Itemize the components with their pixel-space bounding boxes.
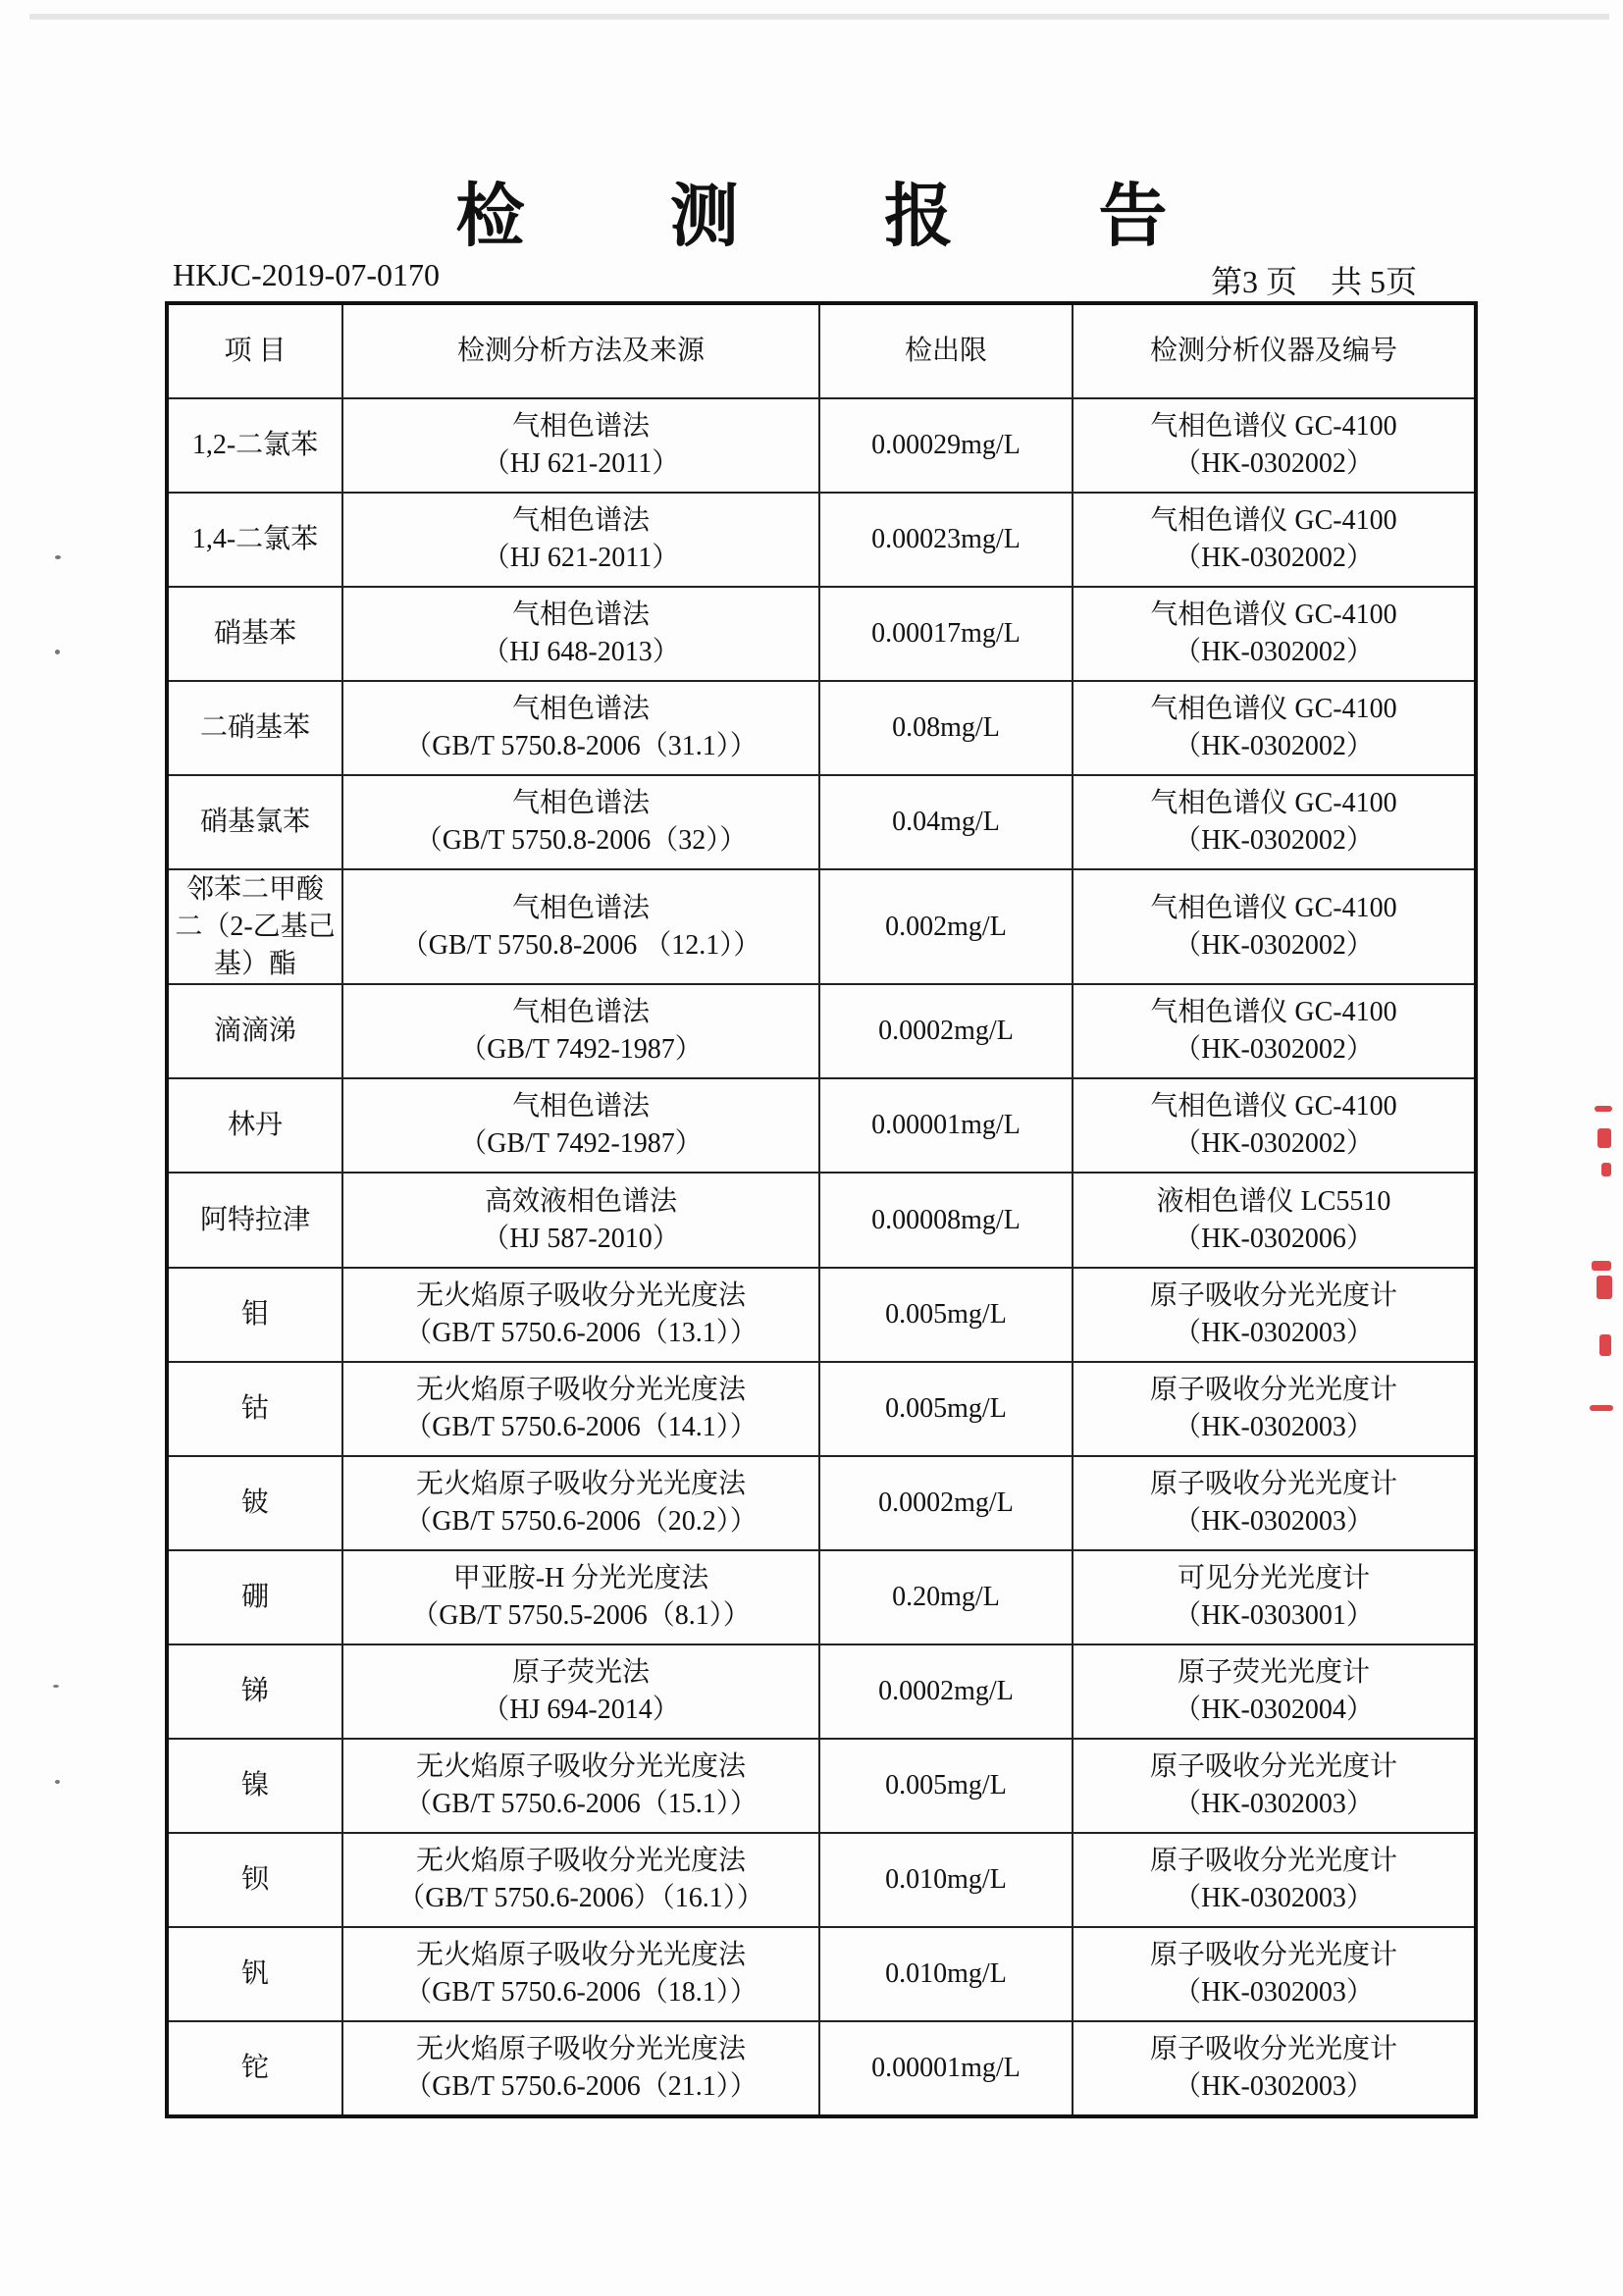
instrument-name: 原子吸收分光光度计 bbox=[1149, 1279, 1397, 1311]
table-row bbox=[167, 1739, 1476, 1833]
item-name: 硝基苯 bbox=[213, 618, 296, 650]
method-name: 无火焰原子吸收分光光度法 bbox=[415, 2033, 746, 2064]
cell-item bbox=[167, 869, 342, 984]
detection-limit-value: 0.00001mg/L bbox=[871, 1110, 1021, 1141]
scan-speck bbox=[55, 1780, 60, 1784]
detection-limit-value: 0.00017mg/L bbox=[871, 618, 1021, 650]
instrument-name: 原子吸收分光光度计 bbox=[1149, 1939, 1397, 1970]
cell-instrument bbox=[1073, 1833, 1476, 1927]
method-reference: （GB/T 5750.6-2006（18.1）） bbox=[404, 1976, 758, 2008]
cell-method bbox=[342, 1550, 819, 1644]
table-row bbox=[167, 869, 1476, 984]
cell-method bbox=[342, 1173, 819, 1267]
instrument-name: 气相色谱仪 GC-4100 bbox=[1150, 505, 1397, 537]
instrument-name: 气相色谱仪 GC-4100 bbox=[1150, 997, 1397, 1028]
item-name: 1,2-二氯苯 bbox=[191, 430, 319, 461]
instrument-name: 气相色谱仪 GC-4100 bbox=[1150, 788, 1397, 819]
header-detection-limit: 检出限 bbox=[819, 303, 1073, 398]
item-name: 钒 bbox=[240, 1957, 269, 1989]
cell-instrument bbox=[1073, 1173, 1476, 1267]
method-reference: （HJ 621-2011） bbox=[482, 543, 680, 574]
method-reference: （HJ 587-2010） bbox=[482, 1223, 680, 1254]
instrument-id: （HK-0302002） bbox=[1174, 448, 1374, 480]
table-row bbox=[167, 398, 1476, 493]
instrument-id: （HK-0302003） bbox=[1174, 1317, 1374, 1348]
detection-limit-value: 0.005mg/L bbox=[885, 1392, 1007, 1424]
seal-mark bbox=[1599, 1334, 1611, 1356]
detection-limit-value: 0.010mg/L bbox=[885, 1957, 1007, 1989]
table-row bbox=[167, 681, 1476, 775]
seal-mark bbox=[1595, 1106, 1612, 1112]
cell-detection-limit bbox=[819, 587, 1073, 681]
detection-limit-value: 0.0002mg/L bbox=[878, 1675, 1014, 1706]
cell-detection-limit bbox=[819, 1739, 1073, 1833]
scan-top-edge bbox=[29, 14, 1609, 20]
table-row bbox=[167, 1362, 1476, 1456]
cell-method bbox=[342, 1078, 819, 1173]
page-current: 第3 页 bbox=[1211, 264, 1298, 299]
detection-limit-value: 0.20mg/L bbox=[892, 1581, 1000, 1612]
cell-instrument bbox=[1073, 984, 1476, 1078]
cell-detection-limit bbox=[819, 775, 1073, 869]
seal-mark bbox=[1597, 1128, 1611, 1148]
cell-method bbox=[342, 1833, 819, 1927]
cell-detection-limit bbox=[819, 493, 1073, 587]
cell-method bbox=[342, 984, 819, 1078]
method-name: 气相色谱法 bbox=[511, 1091, 650, 1122]
method-name: 无火焰原子吸收分光光度法 bbox=[415, 1939, 746, 1970]
cell-item bbox=[167, 1173, 342, 1267]
table-header-row bbox=[167, 303, 1476, 398]
scan-speck bbox=[55, 650, 60, 654]
item-name: 二硝基苯 bbox=[199, 712, 310, 744]
method-reference: （GB/T 5750.6-2006）（16.1）） bbox=[397, 1882, 764, 1913]
cell-method bbox=[342, 493, 819, 587]
method-name: 无火焰原子吸收分光光度法 bbox=[415, 1468, 746, 1499]
cell-detection-limit bbox=[819, 2021, 1073, 2116]
cell-method bbox=[342, 1268, 819, 1362]
item-name: 硝基氯苯 bbox=[199, 807, 310, 838]
method-reference: （GB/T 7492-1987） bbox=[459, 1034, 703, 1066]
cell-instrument bbox=[1073, 2021, 1476, 2116]
cell-instrument bbox=[1073, 587, 1476, 681]
header-method: 检测分析方法及来源 bbox=[342, 303, 819, 398]
cell-detection-limit bbox=[819, 398, 1073, 493]
cell-detection-limit bbox=[819, 1362, 1073, 1456]
scan-speck bbox=[55, 555, 61, 559]
cell-item bbox=[167, 398, 342, 493]
page-indicator bbox=[1211, 257, 1417, 302]
detection-limit-value: 0.00029mg/L bbox=[871, 430, 1021, 461]
table-row bbox=[167, 1078, 1476, 1173]
instrument-id: （HK-0302002） bbox=[1174, 825, 1374, 857]
method-reference: （GB/T 5750.6-2006（13.1）） bbox=[404, 1317, 758, 1348]
cell-detection-limit bbox=[819, 1927, 1073, 2021]
detection-limit-value: 0.005mg/L bbox=[885, 1298, 1007, 1330]
detection-limit-value: 0.002mg/L bbox=[885, 911, 1007, 942]
method-name: 气相色谱法 bbox=[511, 505, 650, 537]
instrument-id: （HK-0302002） bbox=[1174, 1128, 1374, 1160]
method-reference: （HJ 648-2013） bbox=[482, 637, 680, 668]
instrument-name: 气相色谱仪 GC-4100 bbox=[1150, 600, 1397, 631]
instrument-id: （HK-0303001） bbox=[1174, 1599, 1374, 1631]
item-name: 铊 bbox=[240, 2052, 269, 2083]
cell-item bbox=[167, 493, 342, 587]
table-row bbox=[167, 1268, 1476, 1362]
instrument-id: （HK-0302006） bbox=[1174, 1223, 1374, 1254]
method-reference: （HJ 694-2014） bbox=[482, 1694, 680, 1725]
table-row bbox=[167, 1833, 1476, 1927]
instrument-name: 原子吸收分光光度计 bbox=[1149, 2033, 1397, 2064]
cell-detection-limit bbox=[819, 1173, 1073, 1267]
instrument-id: （HK-0302003） bbox=[1174, 1411, 1374, 1442]
detection-limit-value: 0.04mg/L bbox=[892, 807, 1000, 838]
cell-instrument bbox=[1073, 869, 1476, 984]
item-name: 钡 bbox=[240, 1863, 269, 1895]
method-name: 气相色谱法 bbox=[511, 892, 650, 923]
table-row bbox=[167, 1456, 1476, 1550]
cell-item bbox=[167, 1644, 342, 1739]
cell-method bbox=[342, 2021, 819, 2116]
method-reference: （GB/T 5750.6-2006（14.1）） bbox=[404, 1411, 758, 1442]
instrument-name: 气相色谱仪 GC-4100 bbox=[1150, 694, 1397, 725]
item-name: 阿特拉津 bbox=[199, 1204, 310, 1235]
cell-item bbox=[167, 1927, 342, 2021]
instrument-id: （HK-0302003） bbox=[1174, 1976, 1374, 2008]
table-row bbox=[167, 1927, 1476, 2021]
table-row bbox=[167, 2021, 1476, 2116]
item-name: 钼 bbox=[240, 1298, 269, 1330]
cell-detection-limit bbox=[819, 1550, 1073, 1644]
detection-limit-value: 0.0002mg/L bbox=[878, 1016, 1014, 1047]
detection-limit-value: 0.00001mg/L bbox=[871, 2052, 1021, 2083]
table-row bbox=[167, 587, 1476, 681]
cell-instrument bbox=[1073, 1739, 1476, 1833]
method-name: 气相色谱法 bbox=[511, 600, 650, 631]
method-reference: （GB/T 5750.8-2006（31.1）） bbox=[404, 731, 758, 762]
cell-instrument bbox=[1073, 398, 1476, 493]
method-name: 无火焰原子吸收分光光度法 bbox=[415, 1750, 746, 1782]
cell-instrument bbox=[1073, 493, 1476, 587]
cell-item bbox=[167, 1268, 342, 1362]
method-name: 高效液相色谱法 bbox=[484, 1185, 677, 1217]
detection-limit-value: 0.010mg/L bbox=[885, 1863, 1007, 1895]
item-name: 滴滴涕 bbox=[213, 1016, 296, 1047]
seal-mark bbox=[1590, 1405, 1613, 1411]
item-name: 锑 bbox=[240, 1675, 269, 1706]
instrument-name: 液相色谱仪 LC5510 bbox=[1156, 1185, 1391, 1217]
method-reference: （GB/T 7492-1987） bbox=[459, 1128, 703, 1160]
table-row bbox=[167, 493, 1476, 587]
cell-method bbox=[342, 1927, 819, 2021]
method-name: 甲亚胺-H 分光光度法 bbox=[452, 1562, 709, 1593]
item-name: 硼 bbox=[240, 1581, 269, 1612]
page-total: 共 5页 bbox=[1331, 264, 1418, 299]
instrument-name: 气相色谱仪 GC-4100 bbox=[1150, 1091, 1397, 1122]
method-name: 原子荧光法 bbox=[511, 1656, 650, 1688]
cell-method bbox=[342, 775, 819, 869]
cell-detection-limit bbox=[819, 1268, 1073, 1362]
cell-item bbox=[167, 1550, 342, 1644]
detection-limit-value: 0.00023mg/L bbox=[871, 524, 1021, 555]
cell-method bbox=[342, 869, 819, 984]
item-name: 铍 bbox=[240, 1487, 269, 1518]
method-name: 无火焰原子吸收分光光度法 bbox=[415, 1845, 746, 1876]
cell-item bbox=[167, 775, 342, 869]
instrument-id: （HK-0302003） bbox=[1174, 1505, 1374, 1537]
cell-method bbox=[342, 1739, 819, 1833]
cell-detection-limit bbox=[819, 869, 1073, 984]
test-methods-table bbox=[165, 301, 1478, 2118]
cell-instrument bbox=[1073, 1644, 1476, 1739]
detection-limit-value: 0.00008mg/L bbox=[871, 1204, 1021, 1235]
instrument-name: 气相色谱仪 GC-4100 bbox=[1150, 892, 1397, 923]
cell-item bbox=[167, 2021, 342, 2116]
instrument-id: （HK-0302003） bbox=[1174, 1788, 1374, 1819]
cell-item bbox=[167, 1833, 342, 1927]
cell-instrument bbox=[1073, 1078, 1476, 1173]
detection-limit-value: 0.0002mg/L bbox=[878, 1487, 1014, 1518]
cell-method bbox=[342, 1644, 819, 1739]
cell-detection-limit bbox=[819, 1644, 1073, 1739]
report-number: HKJC-2019-07-0170 bbox=[173, 257, 440, 292]
method-reference: （GB/T 5750.6-2006（21.1）） bbox=[404, 2070, 758, 2102]
instrument-id: （HK-0302003） bbox=[1174, 1882, 1374, 1913]
instrument-id: （HK-0302004） bbox=[1174, 1694, 1374, 1725]
cell-item bbox=[167, 1739, 342, 1833]
item-name: 1,4-二氯苯 bbox=[191, 524, 319, 555]
method-name: 气相色谱法 bbox=[511, 788, 650, 819]
instrument-name: 原子荧光光度计 bbox=[1177, 1656, 1370, 1688]
item-name: 镍 bbox=[240, 1769, 269, 1800]
cell-detection-limit bbox=[819, 1833, 1073, 1927]
instrument-name: 原子吸收分光光度计 bbox=[1149, 1750, 1397, 1782]
method-name: 气相色谱法 bbox=[511, 694, 650, 725]
scan-speck bbox=[53, 1685, 59, 1688]
cell-item bbox=[167, 681, 342, 775]
instrument-id: （HK-0302002） bbox=[1174, 1034, 1374, 1066]
instrument-id: （HK-0302003） bbox=[1174, 2070, 1374, 2102]
table-row bbox=[167, 984, 1476, 1078]
detection-limit-value: 0.08mg/L bbox=[892, 712, 1000, 744]
cell-method bbox=[342, 587, 819, 681]
cell-instrument bbox=[1073, 681, 1476, 775]
instrument-name: 原子吸收分光光度计 bbox=[1149, 1374, 1397, 1405]
cell-instrument bbox=[1073, 1927, 1476, 2021]
instrument-id: （HK-0302002） bbox=[1174, 731, 1374, 762]
header-instrument: 检测分析仪器及编号 bbox=[1073, 303, 1476, 398]
seal-mark bbox=[1597, 1276, 1612, 1299]
table-row bbox=[167, 1173, 1476, 1267]
cell-instrument bbox=[1073, 1362, 1476, 1456]
method-name: 无火焰原子吸收分光光度法 bbox=[415, 1279, 746, 1311]
method-name: 气相色谱法 bbox=[511, 411, 650, 443]
cell-detection-limit bbox=[819, 984, 1073, 1078]
method-reference: （GB/T 5750.6-2006（15.1）） bbox=[404, 1788, 758, 1819]
method-name: 无火焰原子吸收分光光度法 bbox=[415, 1374, 746, 1405]
item-name: 钴 bbox=[240, 1392, 269, 1424]
cell-instrument bbox=[1073, 775, 1476, 869]
cell-item bbox=[167, 1362, 342, 1456]
table-row bbox=[167, 1550, 1476, 1644]
detection-limit-value: 0.005mg/L bbox=[885, 1769, 1007, 1800]
cell-detection-limit bbox=[819, 1456, 1073, 1550]
item-name: 林丹 bbox=[227, 1110, 283, 1141]
method-reference: （HJ 621-2011） bbox=[482, 448, 680, 480]
cell-method bbox=[342, 1362, 819, 1456]
method-name: 气相色谱法 bbox=[511, 997, 650, 1028]
seal-mark bbox=[1592, 1261, 1611, 1271]
table-row bbox=[167, 775, 1476, 869]
header-item: 项 目 bbox=[167, 303, 342, 398]
item-name: 邻苯二甲酸二（2-乙基己基）酯 bbox=[175, 873, 336, 979]
cell-item bbox=[167, 587, 342, 681]
cell-item bbox=[167, 1078, 342, 1173]
table-row bbox=[167, 1644, 1476, 1739]
instrument-id: （HK-0302002） bbox=[1174, 637, 1374, 668]
cell-instrument bbox=[1073, 1268, 1476, 1362]
instrument-name: 原子吸收分光光度计 bbox=[1149, 1845, 1397, 1876]
cell-item bbox=[167, 984, 342, 1078]
instrument-name: 原子吸收分光光度计 bbox=[1149, 1468, 1397, 1499]
cell-item bbox=[167, 1456, 342, 1550]
page-title: 检 测 报 告 bbox=[455, 176, 1229, 256]
cell-instrument bbox=[1073, 1550, 1476, 1644]
instrument-name: 可见分光光度计 bbox=[1177, 1562, 1370, 1593]
instrument-id: （HK-0302002） bbox=[1174, 929, 1374, 961]
instrument-name: 气相色谱仪 GC-4100 bbox=[1150, 411, 1397, 443]
method-reference: （GB/T 5750.6-2006（20.2）） bbox=[404, 1505, 758, 1537]
cell-method bbox=[342, 681, 819, 775]
method-reference: （GB/T 5750.8-2006（32）） bbox=[414, 825, 748, 857]
method-reference: （GB/T 5750.5-2006（8.1）） bbox=[411, 1599, 751, 1631]
instrument-id: （HK-0302002） bbox=[1174, 543, 1374, 574]
cell-method bbox=[342, 398, 819, 493]
cell-instrument bbox=[1073, 1456, 1476, 1550]
cell-detection-limit bbox=[819, 1078, 1073, 1173]
seal-mark bbox=[1601, 1163, 1611, 1176]
method-reference: （GB/T 5750.8-2006 （12.1）） bbox=[400, 929, 761, 961]
cell-detection-limit bbox=[819, 681, 1073, 775]
cell-method bbox=[342, 1456, 819, 1550]
